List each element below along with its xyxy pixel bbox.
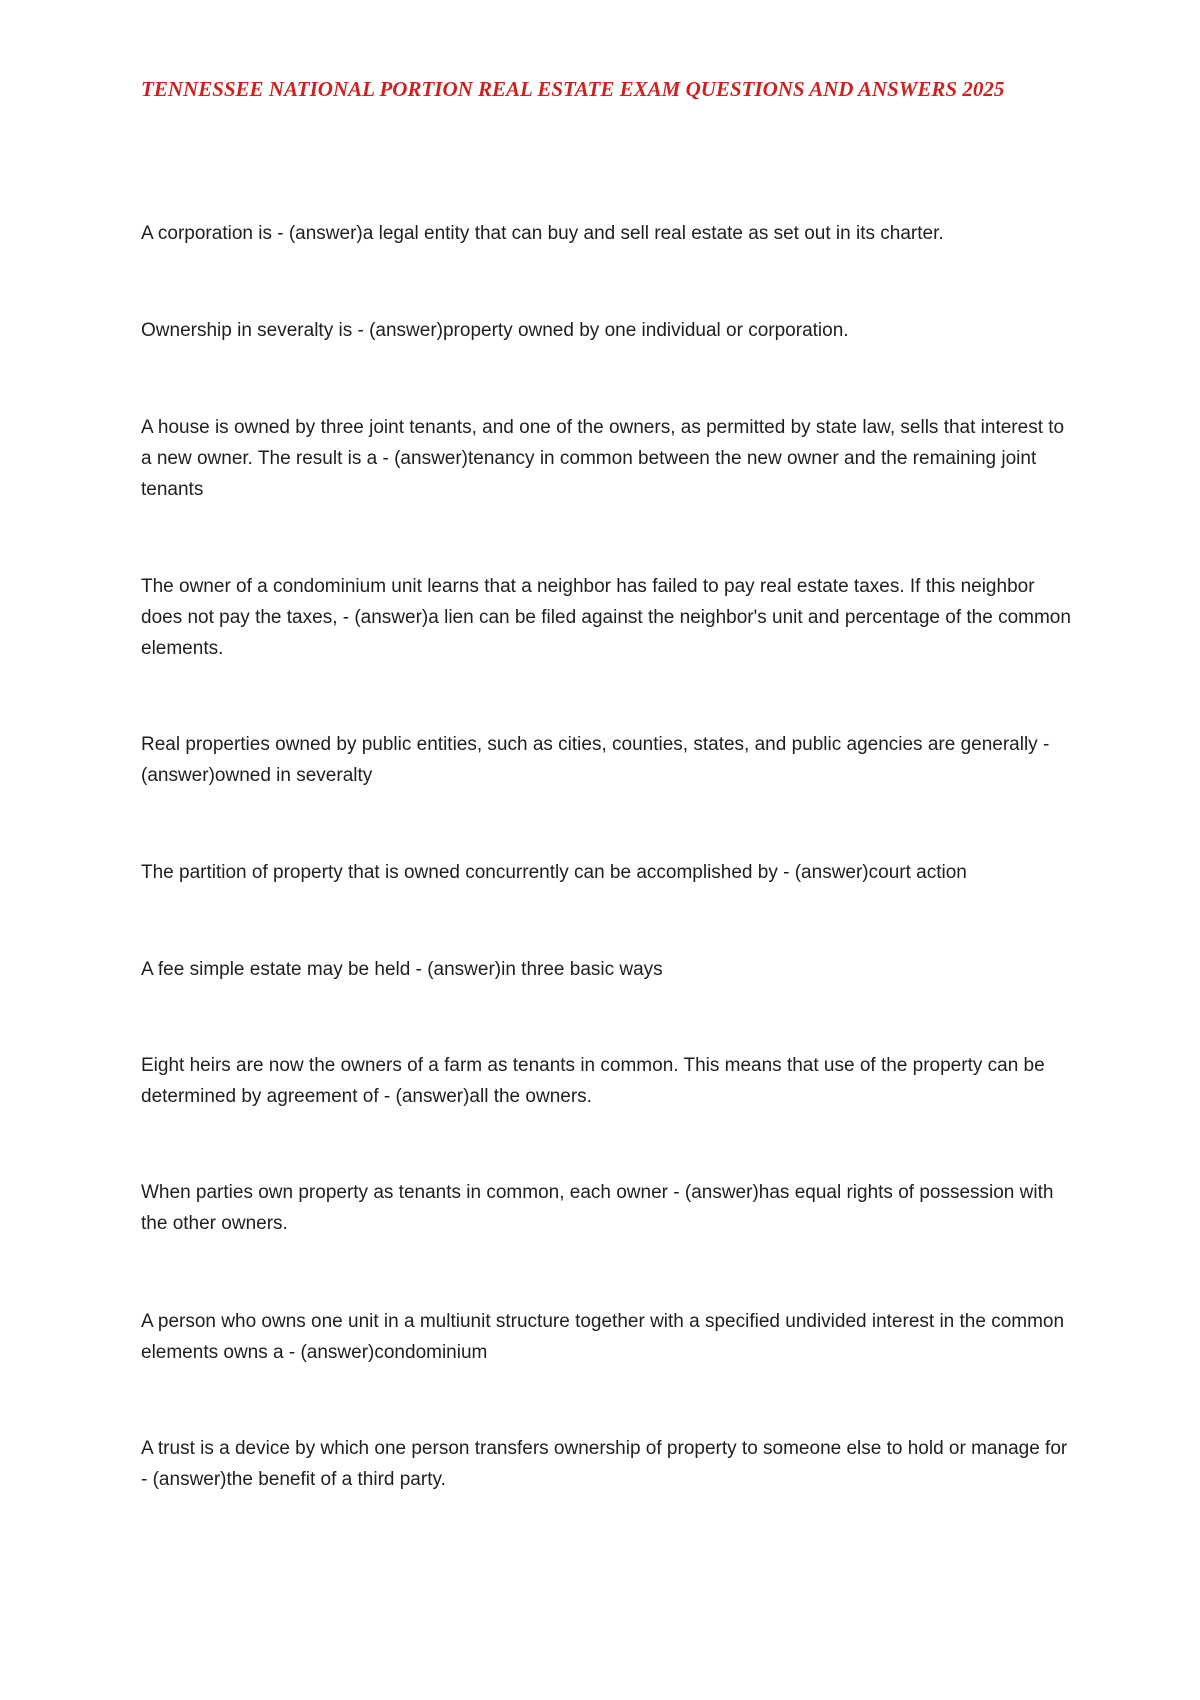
qa-item: A fee simple estate may be held - (answer)in three basic ways <box>141 959 663 980</box>
qa-item: The owner of a condominium unit learns that a neighbor has failed to pay real estate taxes. If this neighbor does not pay the taxes, - (answer)a lien can be filed against the neighbor's unit and percentage of the common elements. <box>141 576 1071 659</box>
qa-item: Ownership in severalty is - (answer)property owned by one individual or corporation. <box>141 320 849 341</box>
qa-item: Eight heirs are now the owners of a farm as tenants in common. This means that use of the property can be determined by agreement of - (answer)all the owners. <box>141 1055 1045 1107</box>
qa-item: A corporation is - (answer)a legal entity that can buy and sell real estate as set out in its charter. <box>141 223 944 244</box>
qa-item: When parties own property as tenants in common, each owner - (answer)has equal rights of possession with the other owners. <box>141 1182 1054 1234</box>
document-title: TENNESSEE NATIONAL PORTION REAL ESTATE EXAM QUESTIONS AND ANSWERS 2025 <box>141 77 1005 101</box>
qa-item: A trust is a device by which one person transfers ownership of property to someone else to hold or manage for - (answer)the benefit of a third party. <box>141 1438 1068 1490</box>
qa-item: A person who owns one unit in a multiunit structure together with a specified undivided interest in the common elements owns a - (answer)condominium <box>141 1311 1065 1363</box>
qa-item: The partition of property that is owned concurrently can be accomplished by - (answer)court action <box>141 862 967 883</box>
qa-item: A house is owned by three joint tenants, and one of the owners, as permitted by state law, sells that interest to a new owner. The result is a - (answer)tenancy in common between the new owner and the remaining joint tenants <box>141 417 1065 500</box>
qa-item: Real properties owned by public entities, such as cities, counties, states, and public agencies are generally - (answer)owned in severalty <box>141 734 1050 786</box>
